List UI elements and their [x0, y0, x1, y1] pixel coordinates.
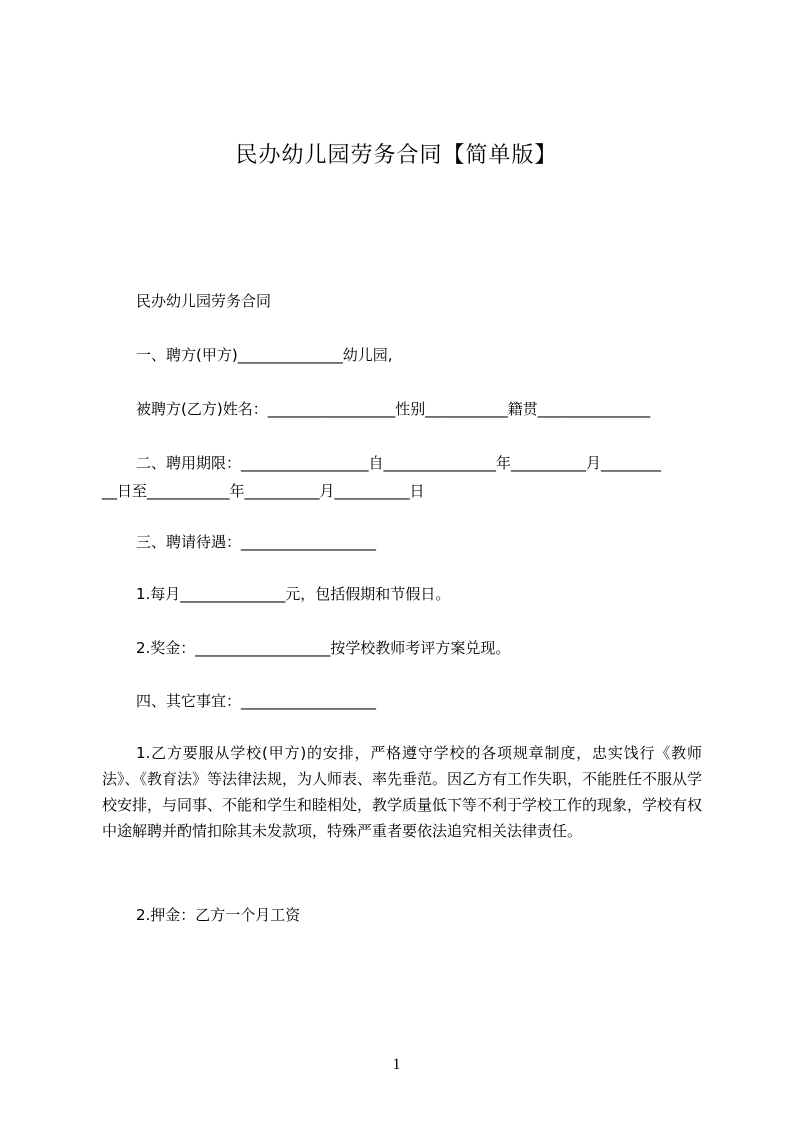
term-line-2: __日至___________年__________月__________日 [102, 482, 425, 500]
term-line-1: 二、聘用期限：_________________自_______________年__________月________ [136, 454, 662, 472]
other-item-duties [102, 740, 702, 844]
page-number: 1 [392, 1056, 401, 1073]
contract-subtitle: 民办幼儿园劳务合同 [136, 292, 272, 310]
other-item-deposit: 2.押金：乙方一个月工资 [136, 906, 301, 924]
other-heading: 四、其它事宜：__________________ [136, 692, 377, 710]
party-b-line: 被聘方(乙方)姓名：_________________性别___________籍贯_______________ [136, 400, 651, 418]
party-a-line: 一、聘方(甲方)______________幼儿园, [136, 346, 393, 364]
salary-item-bonus: 2.奖金：__________________按学校教师考评方案兑现。 [136, 639, 511, 657]
document-title: 民办幼儿园劳务合同【简单版】 [235, 143, 558, 168]
other-item-duties-text: 1.乙方要服从学校(甲方)的安排，严格遵守学校的各项规章制度，忠实饯行《教师法》、《教育法》等法律法规，为人师表、率先垂范。因乙方有工作失职，不能胜任不服从学校安排，与同事、不能和学生和睦相处，教学质量低下等不利于学校工作的现象，学校有权中途解聘并酌情扣除其未发款项，特殊严重者要依法追究相关法律责任。 [102, 744, 703, 840]
salary-item-monthly: 1.每月______________元，包括假期和节假日。 [136, 585, 451, 603]
salary-heading: 三、聘请待遇：__________________ [136, 533, 377, 551]
